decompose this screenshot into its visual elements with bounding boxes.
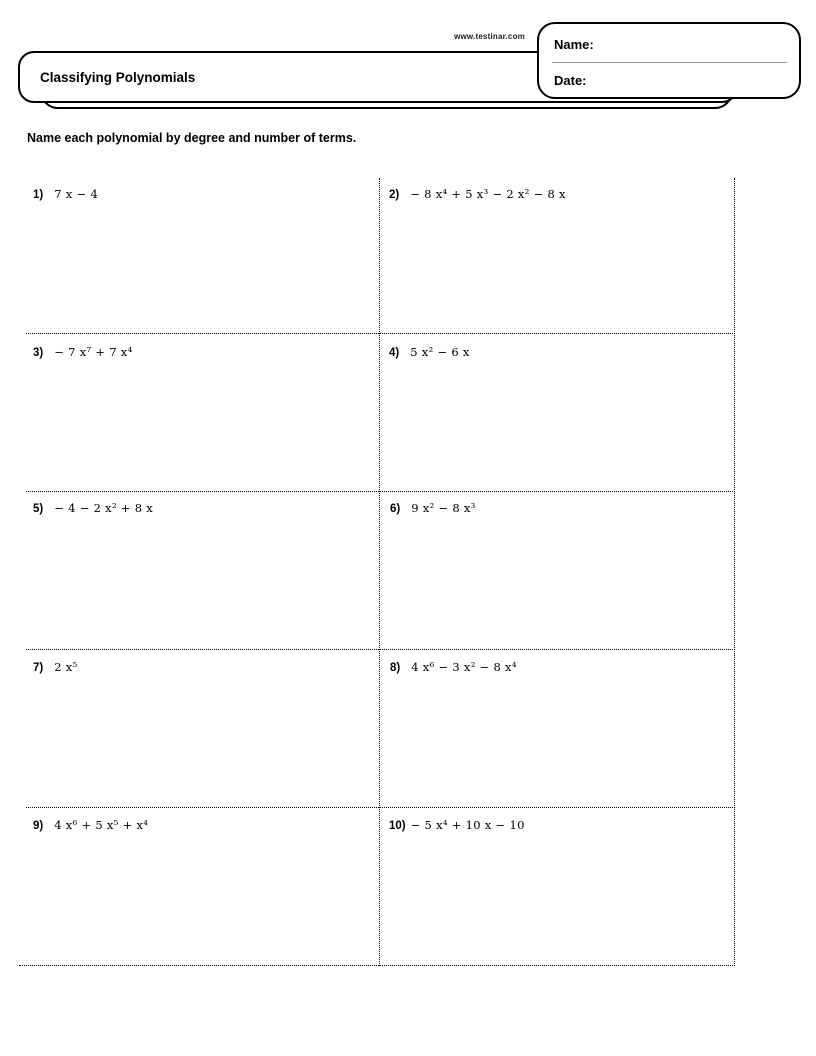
polynomial-expression: − 5 x⁴ + 10 x − 10 — [410, 818, 525, 832]
problem-3 — [33, 345, 133, 359]
problem-number: 6) — [390, 503, 401, 515]
problem-number: 1) — [33, 189, 44, 201]
problem-10 — [389, 818, 525, 832]
grid-row-divider-line — [26, 333, 735, 334]
polynomial-expression: 5 x² − 6 x — [410, 345, 470, 359]
problem-number: 10) — [389, 820, 406, 832]
page-title: Classifying Polynomials — [40, 69, 196, 85]
problem-4 — [389, 345, 470, 359]
name-fill-line — [552, 62, 787, 63]
grid-bottom-border-line — [19, 965, 735, 966]
problem-number: 9) — [33, 820, 44, 832]
grid-row-divider-line — [26, 807, 735, 808]
polynomial-expression: 4 x⁶ − 3 x² − 8 x⁴ — [411, 660, 517, 674]
problem-2 — [389, 187, 566, 201]
problem-number: 2) — [389, 189, 400, 201]
polynomial-expression: − 4 − 2 x² + 8 x — [54, 501, 154, 515]
problem-7 — [33, 660, 78, 674]
name-label: Name: — [554, 37, 594, 52]
problem-number: 3) — [33, 347, 44, 359]
polynomial-expression: 4 x⁶ + 5 x⁵ + x⁴ — [54, 818, 149, 832]
problem-6 — [390, 501, 476, 515]
polynomial-expression: − 8 x⁴ + 5 x³ − 2 x² − 8 x — [410, 187, 566, 201]
grid-row-divider-line — [26, 649, 735, 650]
problem-number: 8) — [390, 662, 401, 674]
website-url: www.testinar.com — [454, 32, 525, 41]
polynomial-expression: 9 x² − 8 x³ — [411, 501, 476, 515]
problem-number: 5) — [33, 503, 44, 515]
polynomial-expression: 7 x − 4 — [54, 187, 99, 201]
name-date-box — [537, 22, 801, 99]
polynomial-expression: 2 x⁵ — [54, 660, 78, 674]
problem-1 — [33, 187, 98, 201]
grid-row-divider-line — [26, 491, 735, 492]
problem-5 — [33, 501, 153, 515]
problem-9 — [33, 818, 148, 832]
instruction-text: Name each polynomial by degree and number of terms. — [27, 131, 357, 145]
problem-8 — [390, 660, 517, 674]
grid-column-divider-line — [379, 178, 380, 966]
date-label: Date: — [554, 73, 587, 88]
polynomial-expression: − 7 x⁷ + 7 x⁴ — [54, 345, 133, 359]
problem-number: 4) — [389, 347, 400, 359]
problem-number: 7) — [33, 662, 44, 674]
grid-right-border-line — [734, 178, 735, 966]
